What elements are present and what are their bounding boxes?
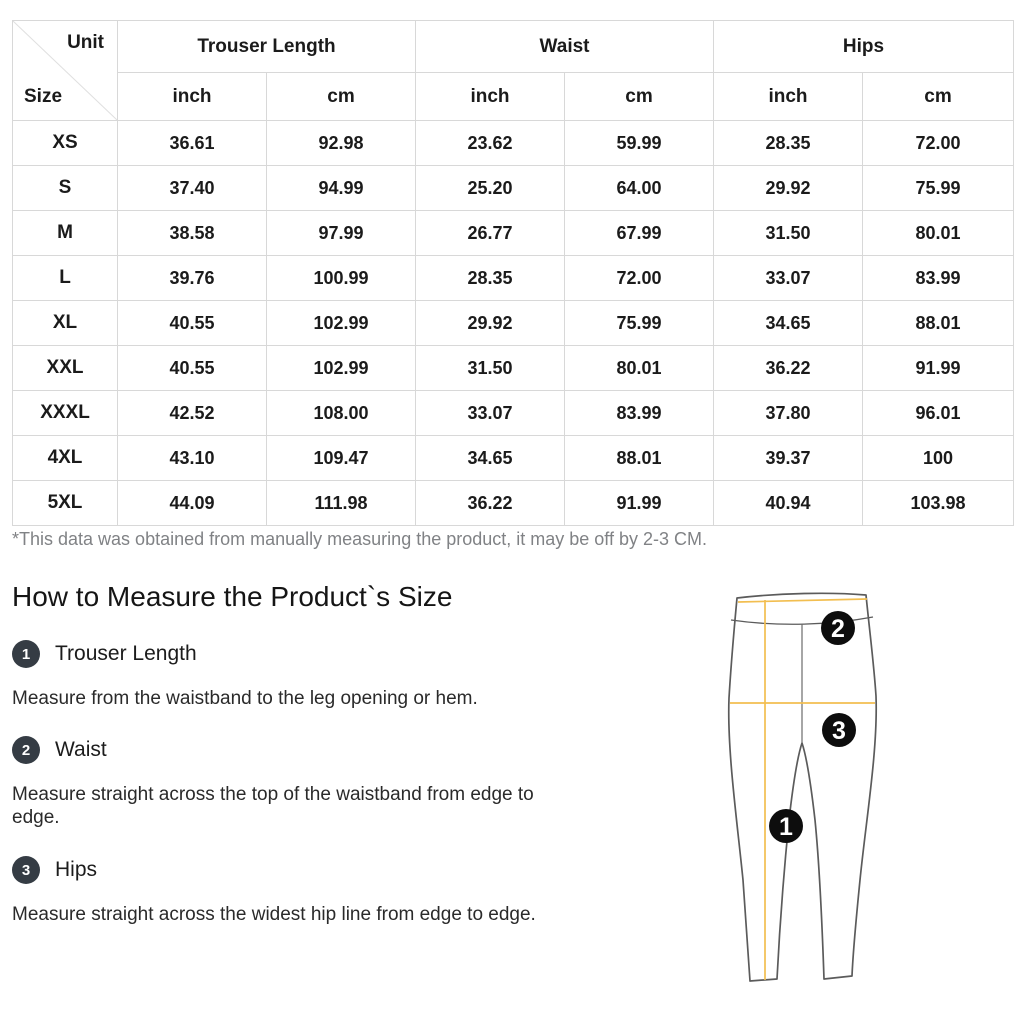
cell: 80.01 xyxy=(565,346,714,391)
step-2-number: 2 xyxy=(21,741,31,759)
unit-header: cm xyxy=(565,73,714,121)
cell: 43.10 xyxy=(118,436,267,481)
unit-header: cm xyxy=(863,73,1014,121)
size-label: L xyxy=(13,256,118,301)
cell: 38.58 xyxy=(118,211,267,256)
cell: 100 xyxy=(863,436,1014,481)
leggings-diagram xyxy=(680,580,1024,1010)
step-2-badge xyxy=(12,736,40,764)
cell: 109.47 xyxy=(267,436,416,481)
cell: 40.55 xyxy=(118,301,267,346)
unit-size-corner-cell xyxy=(13,21,118,121)
cell: 102.99 xyxy=(267,301,416,346)
unit-header: inch xyxy=(118,73,267,121)
cell: 64.00 xyxy=(565,166,714,211)
cell: 29.92 xyxy=(714,166,863,211)
size-label: M xyxy=(13,211,118,256)
cell: 96.01 xyxy=(863,391,1014,436)
cell: 26.77 xyxy=(416,211,565,256)
table-row xyxy=(13,391,1014,436)
unit-header: cm xyxy=(267,73,416,121)
cell: 34.65 xyxy=(714,301,863,346)
size-label: XL xyxy=(13,301,118,346)
cell: 100.99 xyxy=(267,256,416,301)
unit-header-row xyxy=(13,73,1014,121)
cell: 37.80 xyxy=(714,391,863,436)
cell: 39.37 xyxy=(714,436,863,481)
cell: 80.01 xyxy=(863,211,1014,256)
cell: 75.99 xyxy=(863,166,1014,211)
guide-step-trouser-length xyxy=(12,640,197,668)
table-row xyxy=(13,481,1014,526)
size-label: 4XL xyxy=(13,436,118,481)
measurement-disclaimer: *This data was obtained from manually measuring the product, it may be off by 2-3 CM. xyxy=(12,529,708,549)
size-label: XXXL xyxy=(13,391,118,436)
marker-1-number: 1 xyxy=(779,813,793,841)
cell: 94.99 xyxy=(267,166,416,211)
cell: 75.99 xyxy=(565,301,714,346)
cell: 102.99 xyxy=(267,346,416,391)
size-label: 5XL xyxy=(13,481,118,526)
column-group-trouser-length: Trouser Length xyxy=(118,21,416,73)
cell: 88.01 xyxy=(565,436,714,481)
cell: 91.99 xyxy=(863,346,1014,391)
unit-header: inch xyxy=(416,73,565,121)
step-3-number: 3 xyxy=(21,861,31,879)
cell: 31.50 xyxy=(416,346,565,391)
step-2-label: Waist xyxy=(55,738,107,761)
cell: 31.50 xyxy=(714,211,863,256)
guide-step-waist xyxy=(12,736,107,764)
step-1-badge xyxy=(12,640,40,668)
leggings-outline-drawing xyxy=(680,580,1024,1010)
table-row xyxy=(13,301,1014,346)
cell: 72.00 xyxy=(565,256,714,301)
size-label: S xyxy=(13,166,118,211)
unit-header: inch xyxy=(714,73,863,121)
corner-unit-label: Unit xyxy=(67,32,104,53)
cell: 33.07 xyxy=(714,256,863,301)
cell: 36.22 xyxy=(714,346,863,391)
measure-guide-title: How to Measure the Product`s Size xyxy=(12,581,453,612)
cell: 83.99 xyxy=(863,256,1014,301)
cell: 42.52 xyxy=(118,391,267,436)
cell: 36.22 xyxy=(416,481,565,526)
cell: 111.98 xyxy=(267,481,416,526)
table-row xyxy=(13,346,1014,391)
cell: 88.01 xyxy=(863,301,1014,346)
size-label: XS xyxy=(13,121,118,166)
step-3-badge xyxy=(12,856,40,884)
marker-3 xyxy=(822,713,856,747)
cell: 33.07 xyxy=(416,391,565,436)
column-group-waist: Waist xyxy=(416,21,714,73)
cell: 83.99 xyxy=(565,391,714,436)
marker-3-number: 3 xyxy=(832,717,846,745)
size-label: XXL xyxy=(13,346,118,391)
marker-1 xyxy=(769,809,803,843)
cell: 72.00 xyxy=(863,121,1014,166)
table-row xyxy=(13,121,1014,166)
table-row xyxy=(13,211,1014,256)
marker-2-number: 2 xyxy=(831,615,845,643)
cell: 59.99 xyxy=(565,121,714,166)
size-chart-table xyxy=(12,20,1014,526)
table-row xyxy=(13,256,1014,301)
step-1-label: Trouser Length xyxy=(55,642,197,665)
step-2-description: Measure straight across the top of the waistband from edge to edge. xyxy=(12,784,534,828)
cell: 92.98 xyxy=(267,121,416,166)
column-group-hips: Hips xyxy=(714,21,1014,73)
cell: 34.65 xyxy=(416,436,565,481)
cell: 28.35 xyxy=(714,121,863,166)
marker-2 xyxy=(821,611,855,645)
cell: 108.00 xyxy=(267,391,416,436)
step-1-description: Measure from the waistband to the leg opening or hem. xyxy=(12,688,478,709)
guide-step-hips xyxy=(12,856,97,884)
table-row xyxy=(13,436,1014,481)
cell: 103.98 xyxy=(863,481,1014,526)
cell: 40.94 xyxy=(714,481,863,526)
corner-size-label: Size xyxy=(24,86,63,107)
step-3-description: Measure straight across the widest hip line from edge to edge. xyxy=(12,904,536,925)
cell: 25.20 xyxy=(416,166,565,211)
table-row xyxy=(13,166,1014,211)
cell: 67.99 xyxy=(565,211,714,256)
cell: 29.92 xyxy=(416,301,565,346)
cell: 91.99 xyxy=(565,481,714,526)
step-1-number: 1 xyxy=(21,645,31,663)
cell: 97.99 xyxy=(267,211,416,256)
cell: 39.76 xyxy=(118,256,267,301)
cell: 37.40 xyxy=(118,166,267,211)
cell: 36.61 xyxy=(118,121,267,166)
cell: 28.35 xyxy=(416,256,565,301)
cell: 44.09 xyxy=(118,481,267,526)
step-3-label: Hips xyxy=(55,858,98,881)
cell: 40.55 xyxy=(118,346,267,391)
cell: 23.62 xyxy=(416,121,565,166)
